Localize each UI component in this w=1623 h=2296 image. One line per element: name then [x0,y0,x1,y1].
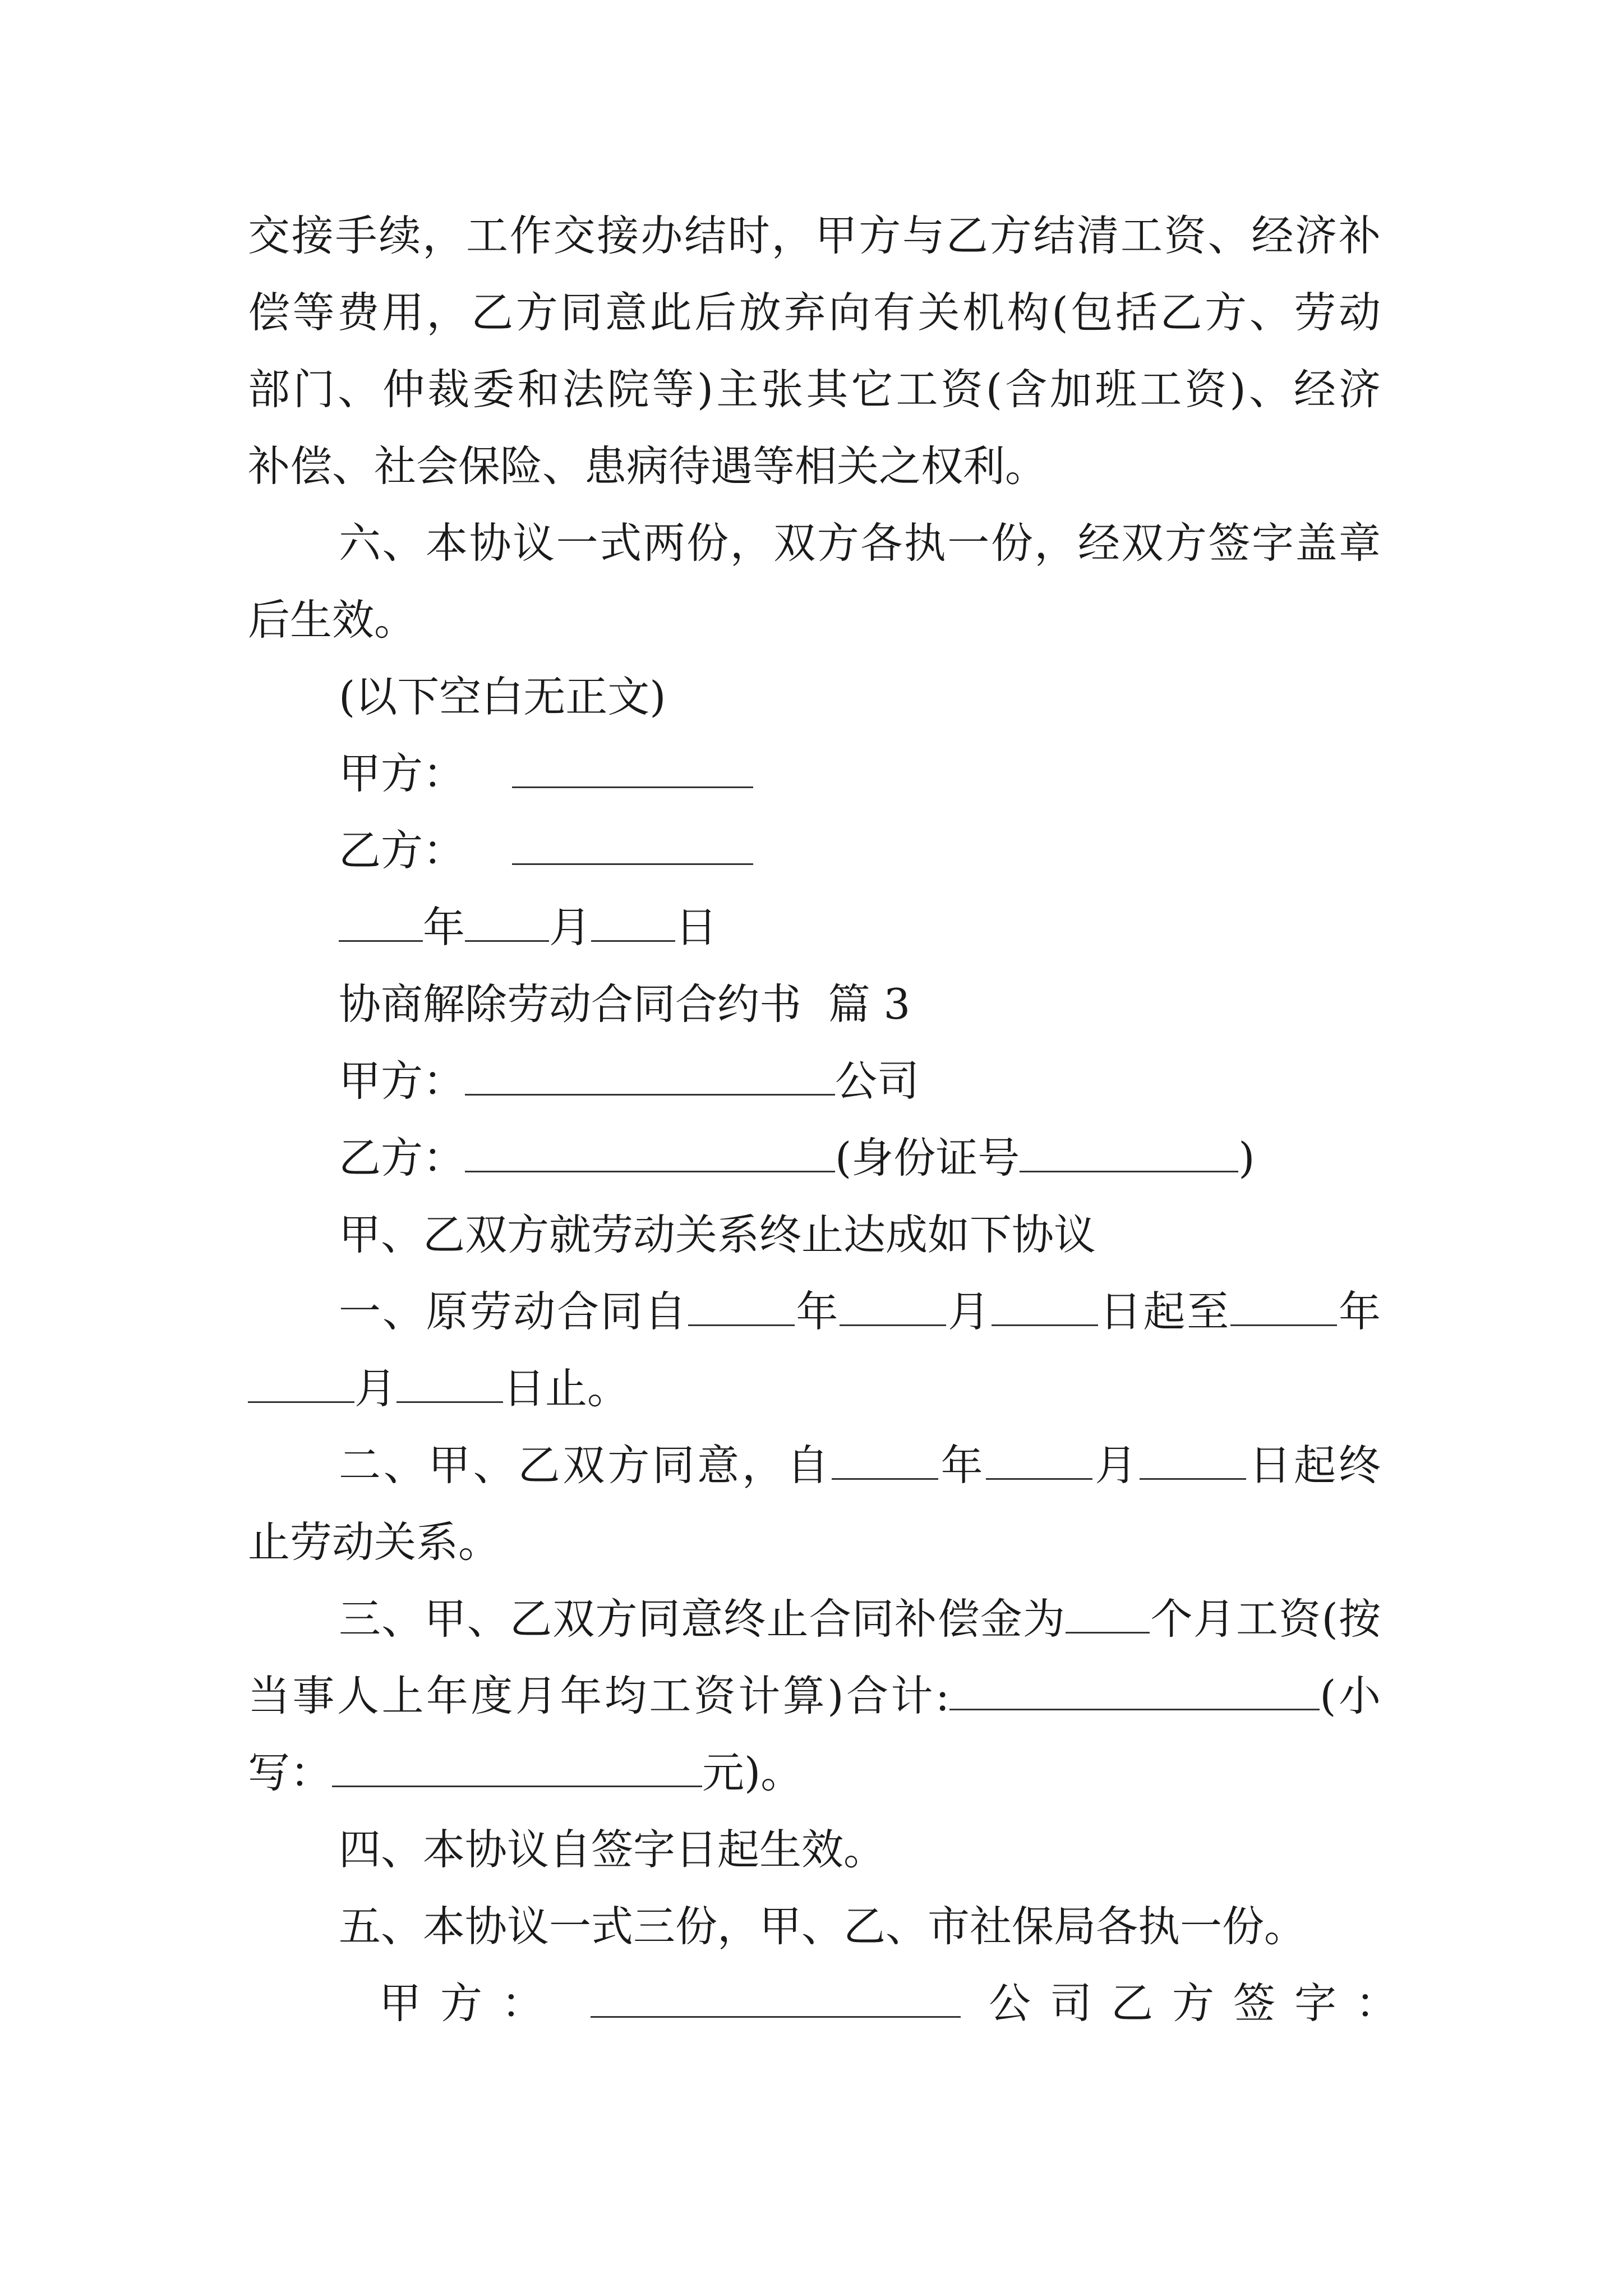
final-party-a-label: 甲方： [379,1978,563,2028]
year-label: 年 [938,1441,986,1490]
contract-party-a [339,1053,1381,1109]
final-company-blank[interactable] [591,1976,961,2018]
clause-4: 四、本协议自签字日起生效。 [339,1825,886,1874]
party-b-label: 乙方： [339,826,465,875]
start-year-blank[interactable] [688,1284,795,1326]
paragraph-line: 补偿、社会保险、患病待遇等相关之权利。 [248,441,1048,491]
month-label: 月 [354,1364,397,1413]
day-label: 日 [675,903,718,952]
year-blank[interactable] [339,900,423,942]
id-number-blank[interactable] [1020,1130,1238,1172]
clause-3-text: 元)。 [702,1748,803,1797]
clause-1-line [339,1283,1381,1340]
clause-3-line [248,1668,1381,1724]
party-a-label: 甲方： [339,1056,465,1106]
party-b-label: 乙方： [339,1133,465,1182]
paragraph-line: 交接手续，工作交接办结时，甲方与乙方结清工资、经济补 [248,211,1381,260]
blank-note: (以下空白无正文) [339,672,666,721]
signature-party-a [339,746,1381,802]
clause-3-text: 三、甲、乙双方同意终止合同补偿金为 [339,1594,1066,1644]
end-month-blank[interactable] [248,1361,354,1403]
id-open: (身份证号 [835,1133,1020,1182]
term-year-blank[interactable] [832,1438,938,1480]
clause-2-line [339,1437,1381,1493]
start-month-blank[interactable] [840,1284,946,1326]
date-line [339,899,1381,955]
agreement-intro: 甲、乙双方就劳动关系终止达成如下协议 [339,1210,1096,1259]
month-blank[interactable] [465,900,549,942]
section-title: 协商解除劳动合同合约书 篇 3 [339,979,911,1029]
months-blank[interactable] [1066,1591,1150,1634]
final-party-b-label: 公司乙方签字： [989,1978,1417,2028]
year-label: 年 [1337,1287,1381,1336]
month-label: 月 [549,903,592,952]
clause-5: 五、本协议一式三份，甲、乙、市社保局各执一份。 [339,1902,1307,1951]
day-label: 日起终 [1246,1441,1381,1490]
month-label: 月 [1092,1441,1140,1490]
company-name-blank[interactable] [465,1053,835,1096]
clause-3-text: 写： [248,1748,333,1797]
clause-1-text: 一、原劳动合同自 [339,1287,688,1336]
total-amount-blank[interactable] [949,1668,1320,1710]
day-blank[interactable] [591,900,675,942]
paragraph-line: 偿等费用，乙方同意此后放弃向有关机构(包括乙方、劳动 [248,288,1381,337]
clause-3-text: 个月工资(按 [1150,1594,1381,1644]
clause-1-line [248,1360,1381,1416]
party-b-blank[interactable] [512,823,753,865]
party-a-blank[interactable] [512,746,753,788]
day-to-label: 日起至 [1098,1287,1231,1336]
paragraph-line: 六、本协议一式两份，双方各执一份，经双方签字盖章 [339,518,1381,568]
term-day-blank[interactable] [1140,1438,1246,1480]
year-label: 年 [794,1287,840,1336]
clause-3-line [339,1591,1381,1647]
id-close: ) [1238,1133,1255,1182]
term-month-blank[interactable] [986,1438,1092,1480]
clause-3-text: (小 [1320,1671,1381,1720]
end-day-blank[interactable] [396,1361,503,1403]
contract-party-b [339,1130,1381,1186]
signature-party-b [339,822,1381,878]
clause-2-text: 二、甲、乙双方同意，自 [339,1441,832,1490]
start-day-blank[interactable] [992,1284,1098,1326]
month-label: 月 [946,1287,992,1336]
company-suffix: 公司 [835,1056,920,1106]
paragraph-line: 部门、仲裁委和法院等)主张其它工资(含加班工资)、经济 [248,365,1381,414]
clause-3-line [248,1745,1381,1801]
final-signature-line [379,1975,1417,2031]
day-end-label: 日止。 [503,1364,630,1413]
party-a-label: 甲方： [339,749,465,798]
end-year-blank[interactable] [1230,1284,1337,1326]
paragraph-line: 后生效。 [248,595,417,645]
clause-3-text: 当事人上年度月年均工资计算)合计: [248,1671,950,1720]
clause-2-line: 止劳动关系。 [248,1517,501,1567]
year-label: 年 [423,903,465,952]
employee-name-blank[interactable] [465,1130,835,1172]
amount-figures-blank[interactable] [332,1745,702,1787]
